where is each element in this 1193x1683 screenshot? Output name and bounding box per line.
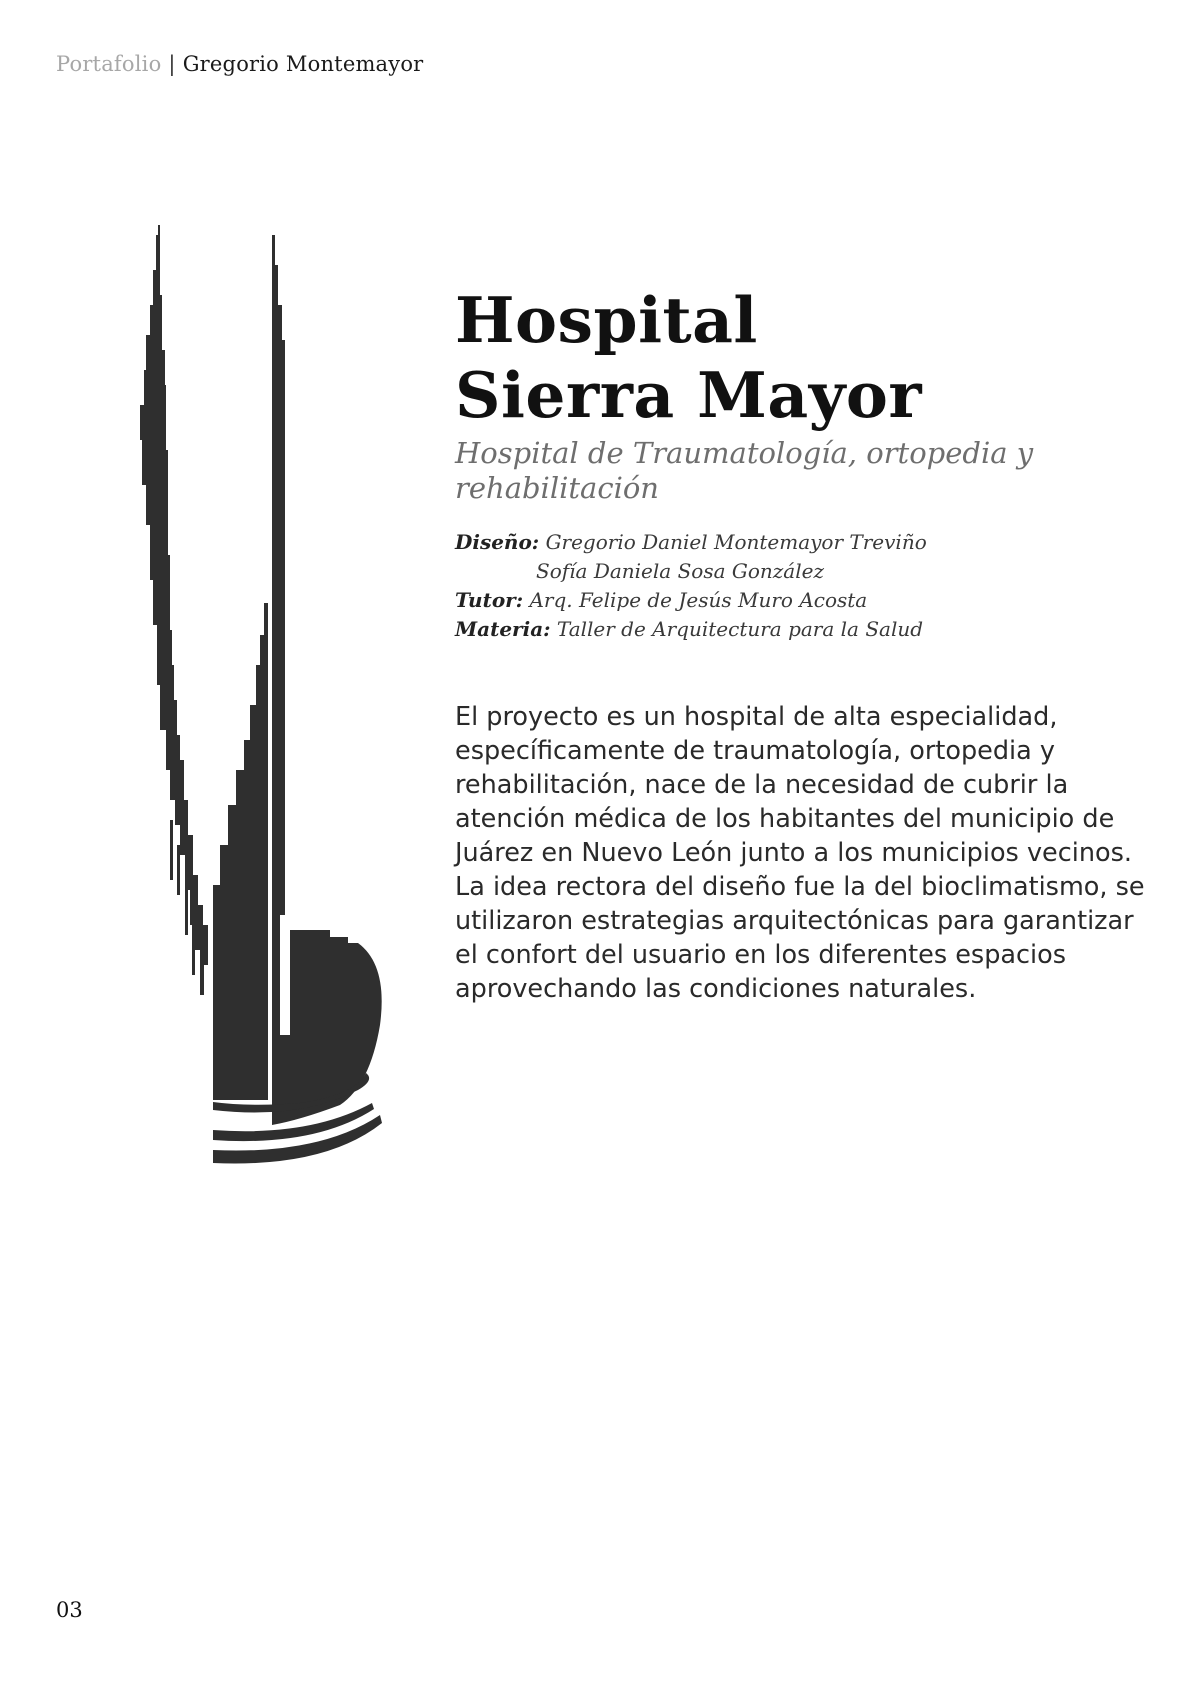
credits-subject-row bbox=[455, 615, 927, 644]
title-line-2: Sierra Mayor bbox=[455, 358, 923, 432]
header-author: Gregorio Montemayor bbox=[182, 52, 424, 76]
project-subtitle: Hospital de Traumatología, ortopedia y rehabilitación bbox=[455, 436, 1034, 505]
credits-block bbox=[455, 528, 927, 644]
header-section: Portafolio bbox=[56, 52, 162, 76]
tutor-name: Arq. Felipe de Jesús Muro Acosta bbox=[529, 588, 868, 612]
subject-label: Materia: bbox=[455, 617, 551, 641]
design-name-2: Sofía Daniela Sosa González bbox=[536, 559, 824, 583]
description-paragraph-1: El proyecto es un hospital de alta especialidad, específicamente de traumatología, ortopedia y rehabilitación, nace de la necesidad de cubrir la atención médica de los habitantes del municipio de Juárez en Nuevo León junto a los municipios vecinos. bbox=[455, 702, 1132, 868]
credits-tutor-row bbox=[455, 586, 927, 615]
running-header bbox=[56, 52, 423, 76]
page-number: 03 bbox=[56, 1598, 83, 1622]
subject-name: Taller de Arquitectura para la Salud bbox=[556, 617, 924, 641]
design-name-1: Gregorio Daniel Montemayor Treviño bbox=[545, 530, 927, 554]
project-description bbox=[455, 700, 1155, 1006]
design-label: Diseño: bbox=[455, 530, 540, 554]
header-separator: | bbox=[168, 52, 176, 76]
project-logo-icon bbox=[140, 225, 400, 1165]
tutor-label: Tutor: bbox=[455, 588, 524, 612]
logo-shape bbox=[140, 225, 382, 1164]
title-line-1: Hospital bbox=[455, 283, 758, 357]
description-paragraph-2: La idea rectora del diseño fue la del bioclimatismo, se utilizaron estrategias arquitectónicas para garantizar el confort del usuario en los diferentes espacios aprovechando las condiciones naturales. bbox=[455, 872, 1145, 1004]
page-title bbox=[455, 283, 922, 433]
credits-design-row-2 bbox=[455, 557, 927, 586]
credits-design-row bbox=[455, 528, 927, 557]
